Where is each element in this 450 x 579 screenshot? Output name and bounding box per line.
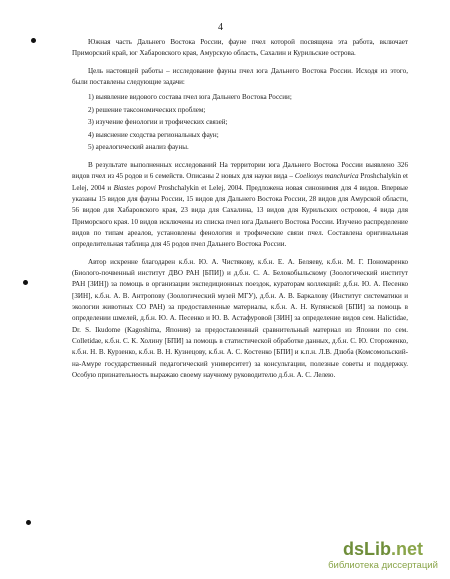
tasks-list: [72, 91, 408, 154]
punch-hole-mark: [23, 280, 28, 285]
species-name: Coelioxys manchurica: [294, 172, 359, 181]
task-item: 3) изучение фенологии и трофических связей;: [88, 118, 228, 127]
logo-tagline: библиотека диссертаций: [328, 560, 438, 571]
task-item: 1) выявление видового состава пчел юга Дальнего Востока России;: [88, 93, 292, 102]
logo-tld-text: .net: [390, 539, 423, 559]
task-item: 2) решение таксономических проблем;: [88, 105, 206, 114]
results-text: Proshchalykin et Lelej, 2004 и: [72, 172, 408, 192]
logo-main-text: dsLib: [342, 539, 391, 559]
page-number: 4: [218, 22, 223, 33]
document-body: [72, 37, 408, 381]
intro-paragraph: Южная часть Дальнего Востока России, фауне пчел которой посвящена эта работа, включает Приморский край, юг Хабаровского края, Амурскую область, Сахалин и Курильские острова.: [72, 38, 408, 58]
species-name: Biastes popovi: [113, 183, 156, 192]
acknowledgments-paragraph: Автор искренне благодарен к.б.н. Ю. А. Чистякову, к.б.н. Е. А. Беляеву, к.б.н. М. Г. Пономаренко (Биолого-почвенный институт ДВО РАН [БПИ]) и д.б.н. С. А. Белокобыльскому (Зоологический институт РАН [ЗИН]) за помощь в организации экспедиционных поездок, кураторам коллекций: д.б.н. Ю. А. Песенко [ЗИН], к.б.н. А. В. Антропову (Зоологический музей МГУ), д.б.н. А. В. Баркалову (Институт систематики и экологии животных СО РАН) за предоставленные материалы, к.б.н. А. Н. Купянской [БПИ] за помощь в определении шмелей, д.б.н. Ю. А. Песенко и Ю. В. Астафуровой [ЗИН] за определение видов сем. Halictidae, Dr. S. Ikudome (Kagoshima, Япония) за предоставленный сравнительный материал из Японии по сем. Colletidae, к.б.н. С. К. Холину [БПИ] за помощь в статистической обработке данных, д.б.н. С. Ю. Стороженко, к.б.н. Н. В. Курзенко, к.б.н. В. Н. Кузнецову, к.б.н. А. С. Костенко [БПИ] и к.п.н. Л.В. Дзюба (Комсомольский-на-Амуре государственный педагогический университет) за консультации, полезные советы и поддержку. Особую признательность выражаю своему научному руководителю д.б.н. А. С. Лелею.: [72, 257, 408, 380]
results-paragraph: [72, 160, 408, 251]
task-item: 4) выяснение сходства региональных фаун;: [88, 130, 219, 139]
logo-wordmark: [328, 539, 438, 559]
results-text: В результате выполненных исследований На территории юга Дальнего Востока России выявлено 326 видов пчел из 45 родов и 6 семейств. Описаны 2 новых для науки вида –: [72, 160, 408, 181]
goal-paragraph: Цель настоящей работы – исследование фауны пчел юга Дальнего Востока России. Исходя из этого, были поставлены следующие задачи:: [72, 66, 408, 87]
results-text: Proshchalykin et Lelej, 2004. Предложена новая синонимия для 4 видов. Впервые указаны 15 видов для фауны России, 15 видов для Дальнего Востока России, 28 видов для Амурской области, 56 видов для Хабаровского края, 23 вида для Сахалина, 13 видов для Курильских островов, 4 вида для Приморского края. 10 видов исключены из списка пчел юга Дальнего Востока России. Изучено распределение видов по типам ареалов, установлены фенология и трофические связи пчел. Составлена оригинальная определительная таблица для 45 родов пчел Дальнего Востока России.: [72, 183, 408, 249]
task-item: 5) ареалогический анализ фауны.: [88, 143, 189, 152]
watermark-logo: [328, 539, 438, 571]
punch-hole-mark: [26, 520, 31, 525]
punch-hole-mark: [31, 38, 36, 43]
